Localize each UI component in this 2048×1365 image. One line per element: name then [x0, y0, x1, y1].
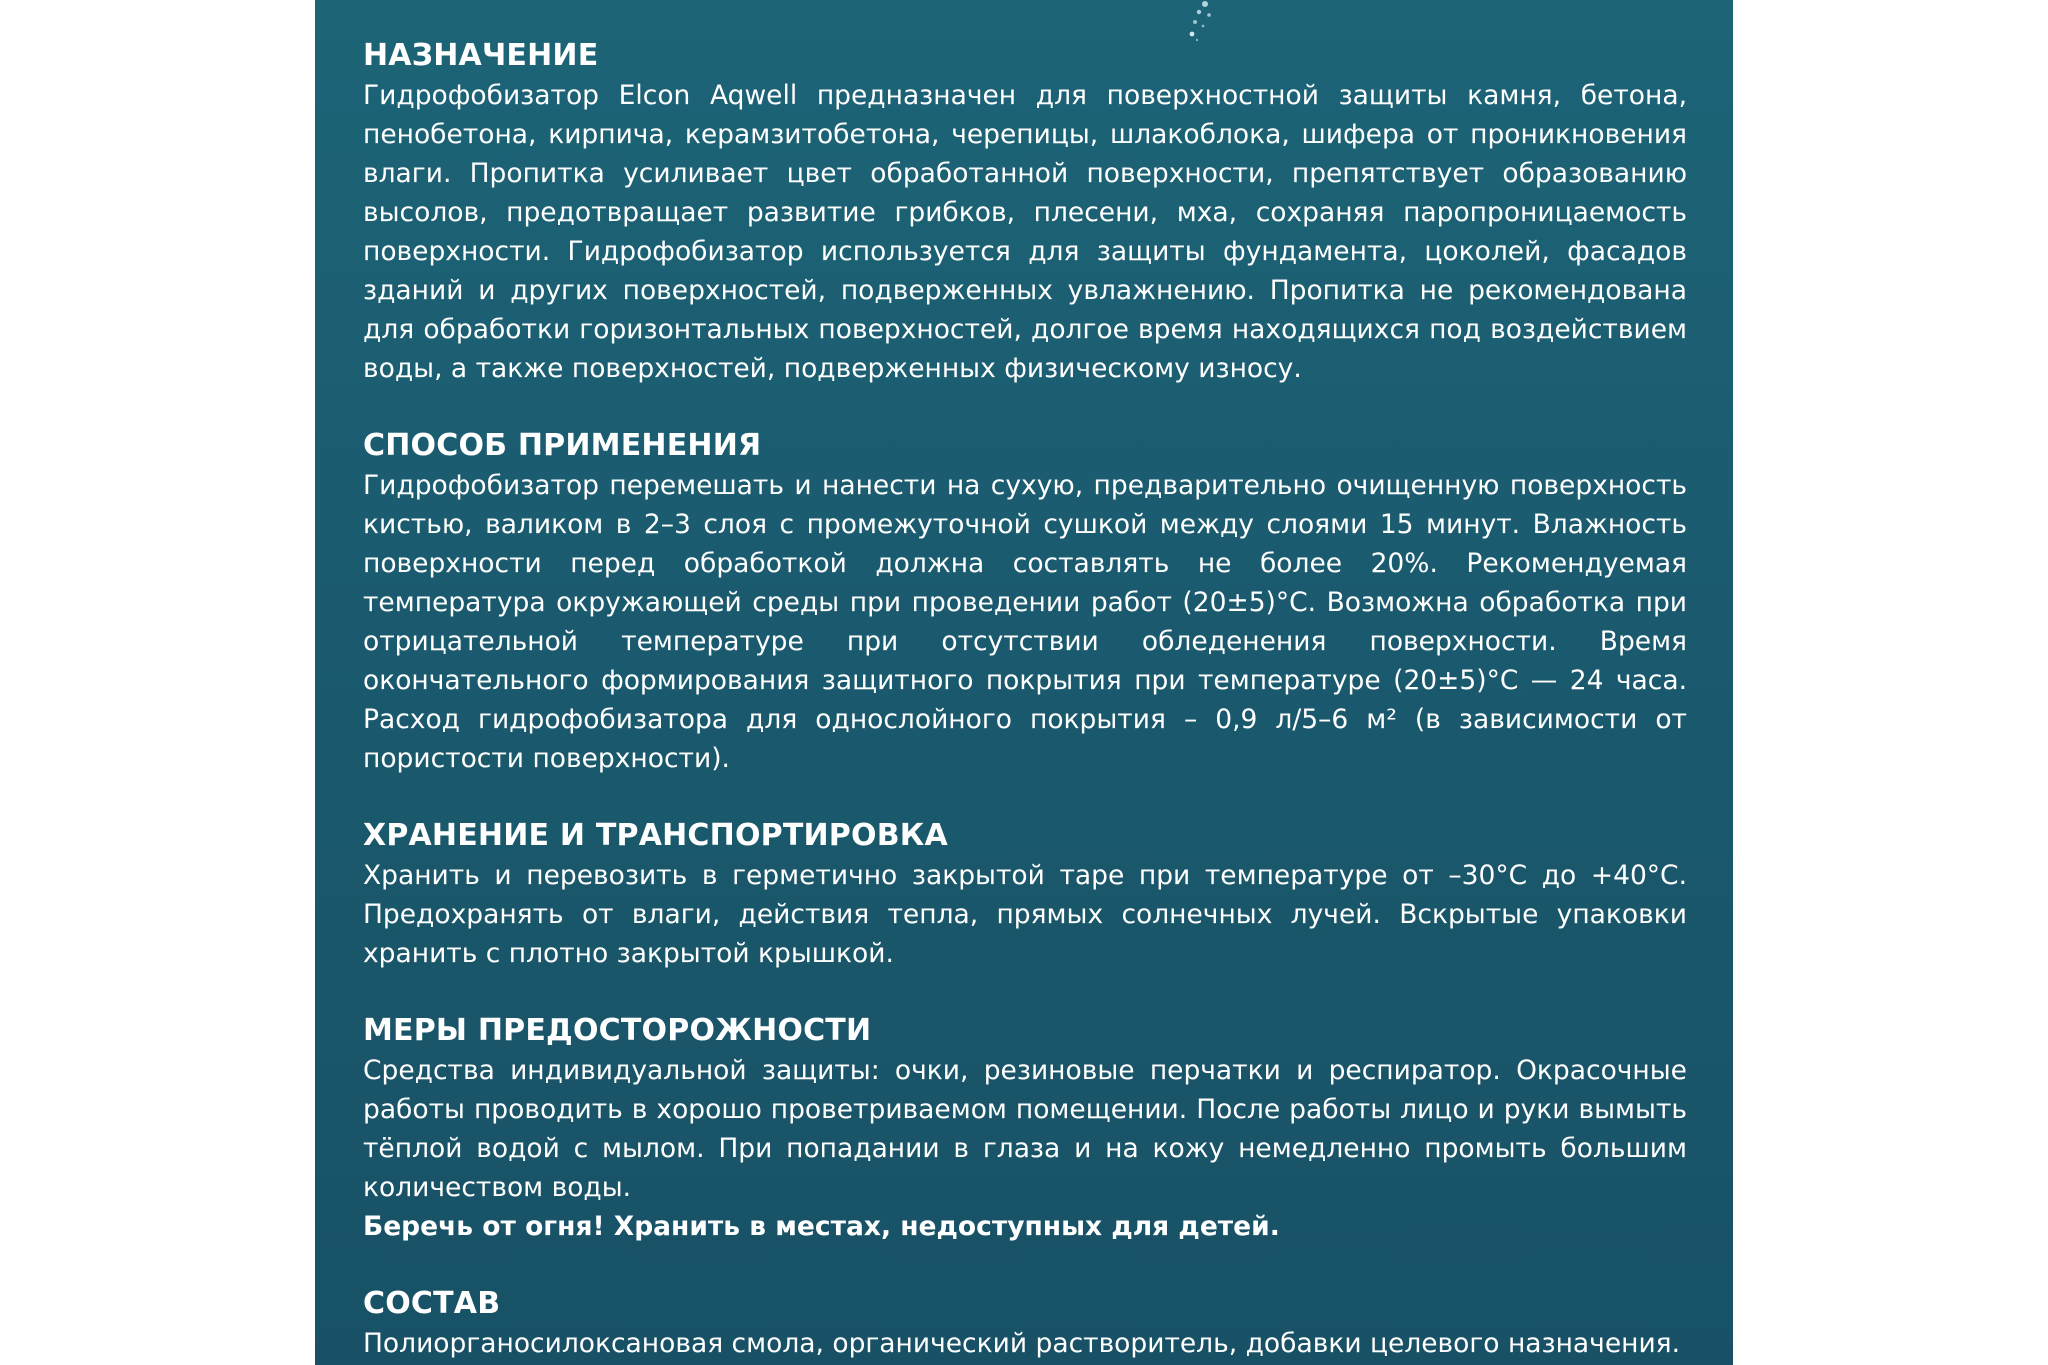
instructions-content	[363, 36, 1687, 1365]
section-heading: СПОСОБ ПРИМЕНЕНИЯ	[363, 428, 762, 463]
section-heading: НАЗНАЧЕНИЕ	[363, 38, 599, 73]
section-heading: СОСТАВ	[363, 1286, 501, 1321]
section-paragraph: Полиорганосилоксановая смола, органический растворитель, добавки целевого назначения.	[363, 1328, 1681, 1359]
section-precautions	[363, 1011, 1687, 1246]
section-heading: ХРАНЕНИЕ И ТРАНСПОРТИРОВКА	[363, 818, 948, 853]
section-composition	[363, 1284, 1687, 1363]
section-heading: МЕРЫ ПРЕДОСТОРОЖНОСТИ	[363, 1013, 872, 1048]
section-paragraph: Гидрофобизатор перемешать и нанести на сухую, предварительно очищенную поверхность кистью, валиком в 2–3 слоя с промежуточной сушкой между слоями 15 минут. Влажность поверхности перед обработкой должна составлять не более 20%. Рекомендуемая температура окружающей среды при проведении работ (20±5)°С. Возможна обработка при отрицательной температуре при отсутствии обледенения поверхности. Время окончательного формирования защитного покрытия при температуре (20±5)°С — 24 часа. Расход гидрофобизатора для однослойного покрытия – 0,9 л/5–6 м² (в зависимости от пористости поверхности).	[363, 470, 1687, 774]
section-paragraph: Средства индивидуальной защиты: очки, резиновые перчатки и респиратор. Окрасочные работы проводить в хорошо проветриваемом помещении. После работы лицо и руки вымыть тёплой водой с мылом. При попадании в глаза и на кожу немедленно промыть большим количеством воды.	[363, 1055, 1687, 1203]
section-purpose	[363, 36, 1687, 388]
section-storage-transport	[363, 816, 1687, 973]
label-panel	[315, 0, 1733, 1365]
section-paragraph: Гидрофобизатор Elcon Aqwell предназначен для поверхностной защиты камня, бетона, пенобетона, кирпича, керамзитобетона, черепицы, шлакоблока, шифера от проникновения влаги. Пропитка усиливает цвет обработанной поверхности, препятствует образованию высолов, предотвращает развитие грибков, плесени, мха, сохраняя паропроницаемость поверхности. Гидрофобизатор используется для защиты фундамента, цоколей, фасадов зданий и других поверхностей, подверженных увлажнению. Пропитка не рекомендована для обработки горизонтальных поверхностей, долгое время находящихся под воздействием воды, а также поверхностей, подверженных физическому износу.	[363, 80, 1687, 384]
safety-warning: Беречь от огня! Хранить в местах, недоступных для детей.	[363, 1211, 1280, 1242]
section-paragraph: Хранить и перевозить в герметично закрытой таре при температуре от –30°С до +40°С. Предохранять от влаги, действия тепла, прямых солнечных лучей. Вскрытые упаковки хранить с плотно закрытой крышкой.	[363, 860, 1687, 969]
section-application-method	[363, 426, 1687, 778]
